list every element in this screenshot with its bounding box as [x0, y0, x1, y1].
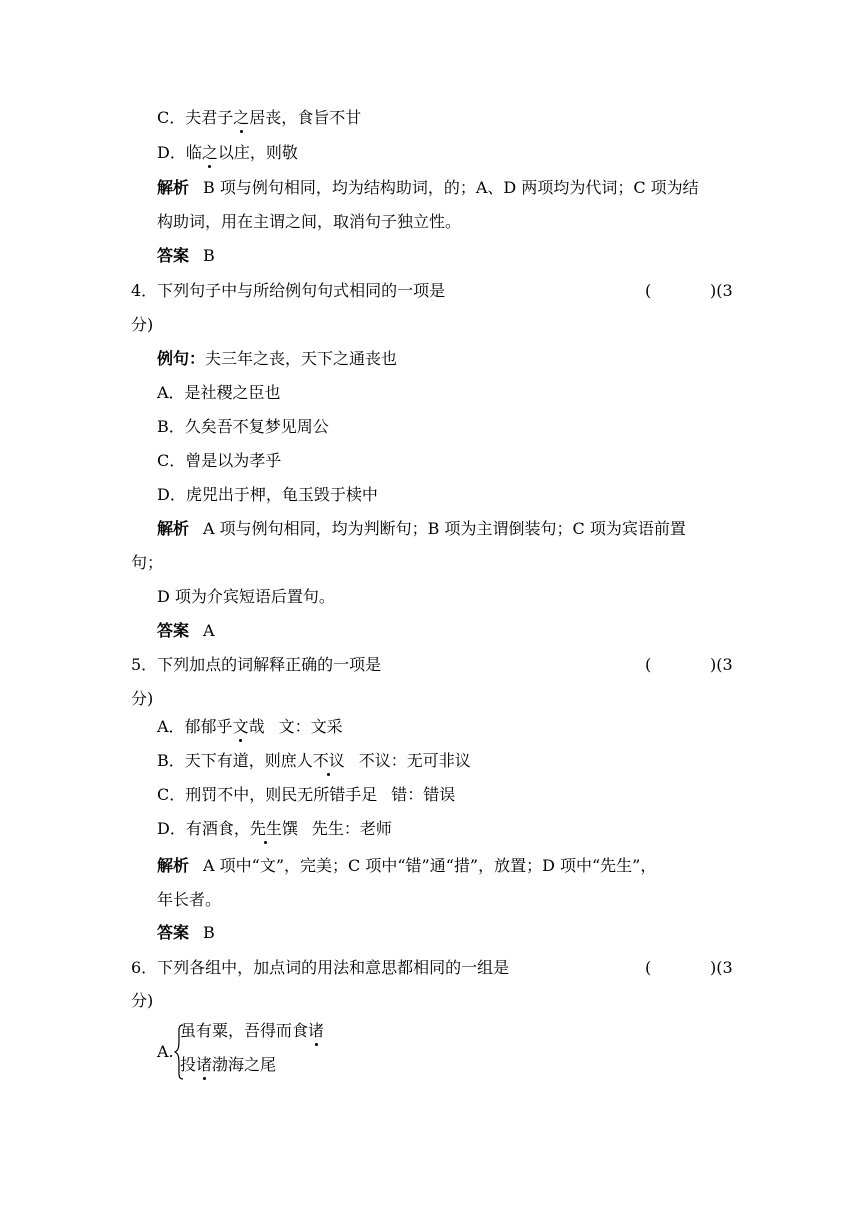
answer-label: 答案: [157, 246, 190, 265]
q6-option-a-line1: 虽有粟，吾得而食诸: [180, 1021, 325, 1040]
q3-option-c: C．夫君子之居丧，食旨不甘: [157, 108, 362, 127]
q5-option-b: B．天下有道，则庶人不议 不议：无可非议: [157, 751, 471, 770]
q4-answer-paren-close: )(3: [710, 281, 733, 300]
emphasis-dot-word: 文: [232, 717, 249, 736]
example-label: 例句：: [157, 349, 206, 368]
q3-answer: 答案 B: [157, 246, 215, 265]
q5-analysis-line2: 年长者。: [157, 890, 222, 909]
emphasis-dot-word: 诸: [308, 1021, 325, 1040]
answer-label: 答案: [157, 923, 190, 942]
q5-option-c: C．刑罚不中，则民无所错手足 错：错误: [157, 785, 456, 804]
q4-score-tail: 分): [131, 315, 154, 334]
q3-analysis-line2: 构助词，用在主谓之间，取消句子独立性。: [157, 212, 462, 231]
q4-analysis-line1: 解析 A 项与例句相同，均为判断句；B 项为主谓倒装句；C 项为宾语前置: [157, 519, 686, 538]
emphasis-dot-word: 不议: [312, 751, 345, 770]
q6-option-a-line2: 投诸渤海之尾: [180, 1055, 277, 1074]
q5-answer-paren-open: (: [645, 655, 652, 674]
q4-option-b: B．久矣吾不复梦见周公: [157, 417, 329, 436]
q5-score-tail: 分): [131, 689, 154, 708]
q5-option-d: D．有酒食，先生馔 先生：老师: [157, 819, 392, 838]
q6-stem: 6．下列各组中，加点词的用法和意思都相同的一组是: [131, 958, 510, 977]
q5-answer: 答案 B: [157, 923, 215, 942]
q6-score-tail: 分): [131, 991, 154, 1010]
q5-answer-paren-close: )(3: [710, 655, 733, 674]
analysis-label: 解析: [157, 178, 190, 197]
q6-answer-paren-close: )(3: [710, 958, 733, 977]
q4-option-d: D．虎兕出于柙，龟玉毁于椟中: [157, 485, 378, 504]
q4-answer-paren-open: (: [645, 281, 652, 300]
q5-analysis-line1: 解析 A 项中“文”，完美；C 项中“错”通“措”，放置；D 项中“先生”，: [157, 856, 657, 875]
emphasis-dot-word: 之: [201, 143, 218, 162]
q4-option-c: C．曾是以为孝乎: [157, 451, 282, 470]
q4-stem: 4．下列句子中与所给例句句式相同的一项是: [131, 281, 446, 300]
q5-stem: 5．下列加点的词解释正确的一项是: [131, 655, 382, 674]
q4-answer: 答案 A: [157, 621, 215, 640]
q6-option-a-label: A.: [157, 1042, 174, 1061]
q4-example: 例句：夫三年之丧，天下之通丧也: [157, 349, 398, 368]
analysis-label: 解析: [157, 519, 190, 538]
q3-option-d: D．临之以庄，则敬: [157, 143, 298, 162]
q4-option-a: A．是社稷之臣也: [157, 383, 281, 402]
emphasis-dot-word: 之: [233, 108, 250, 127]
q3-analysis-line1: 解析 B 项与例句相同，均为结构助词，的；A、D 两项均为代词；C 项为结: [157, 178, 699, 197]
q6-answer-paren-open: (: [645, 958, 652, 977]
q4-analysis-line3: D 项为介宾短语后置句。: [157, 587, 335, 606]
emphasis-dot-word: 先生: [249, 819, 282, 838]
analysis-label: 解析: [157, 856, 190, 875]
answer-label: 答案: [157, 621, 190, 640]
emphasis-dot-word: 诸: [196, 1055, 213, 1074]
q5-option-a: A．郁郁乎文哉 文：文采: [157, 717, 343, 736]
q4-analysis-line2: 句；: [131, 553, 164, 572]
